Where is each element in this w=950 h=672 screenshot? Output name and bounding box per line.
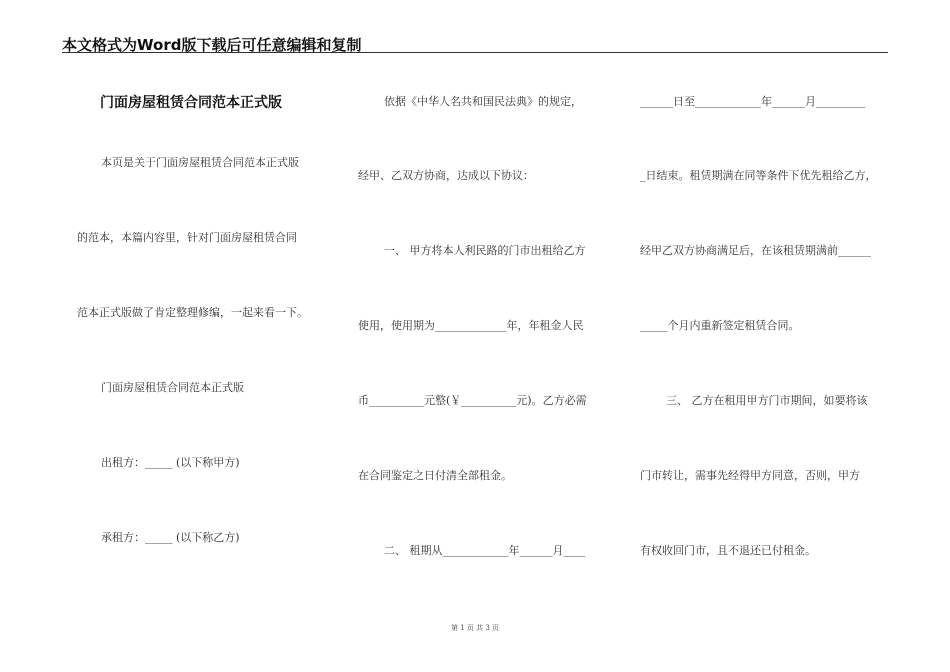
col1-line: 本页是关于门面房屋租赁合同范本正式版 [101,156,299,169]
col2-line: 经甲、乙双方协商，达成以下协议： [358,169,534,182]
col3-line: 经甲乙双方协商满足后，在该租赁期满前______ [640,244,871,257]
col2-line: 一、 甲方将本人利民路的门市出租给乙方 [384,244,586,257]
header-title: 本文格式为Word版下载后可任意编辑和复制 [62,36,362,54]
col2-line: 使用，使用期为_____________年，年租金人民 [358,319,584,332]
col1-line: 范本正式版做了肯定整理修编，一起来看一下。 [77,306,308,319]
page-indicator: 第 1 页 共 3 页 [450,624,500,632]
col2-line: 币__________元整(￥__________元)。乙方必需 [358,394,587,407]
col1-line: 的范本，本篇内容里，针对门面房屋租赁合同 [77,231,297,244]
col2-line: 在合同鉴定之日付清全部租金。 [358,469,512,482]
col1-line: 承租方：_____ (以下称乙方) [101,531,240,544]
col1-line: 门面房屋租赁合同范本正式版 [101,381,244,394]
col3-line: 有权收回门市，且不退还已付租金。 [640,544,816,557]
header-divider [62,52,888,53]
col2-line: 二、 租期从____________年______月____ [384,544,586,557]
col3-line: _____个月内重新签定租赁合同。 [640,319,800,332]
col3-line: ______日至____________年______月_________ [640,95,866,108]
col1-line: 出租方：_____ (以下称甲方) [101,456,240,469]
col3-line: 门市转让，需事先经得甲方同意，否则，甲方 [640,469,860,482]
col3-line: 三、 乙方在租用甲方门市期间，如要将该 [666,394,868,407]
document-title: 门面房屋租赁合同范本正式版 [100,95,282,111]
col3-line: _日结束。租赁期满在同等条件下优先租给乙方， [640,169,877,182]
col2-line: 依据《中华人名共和国民法典》的规定， [384,95,582,108]
